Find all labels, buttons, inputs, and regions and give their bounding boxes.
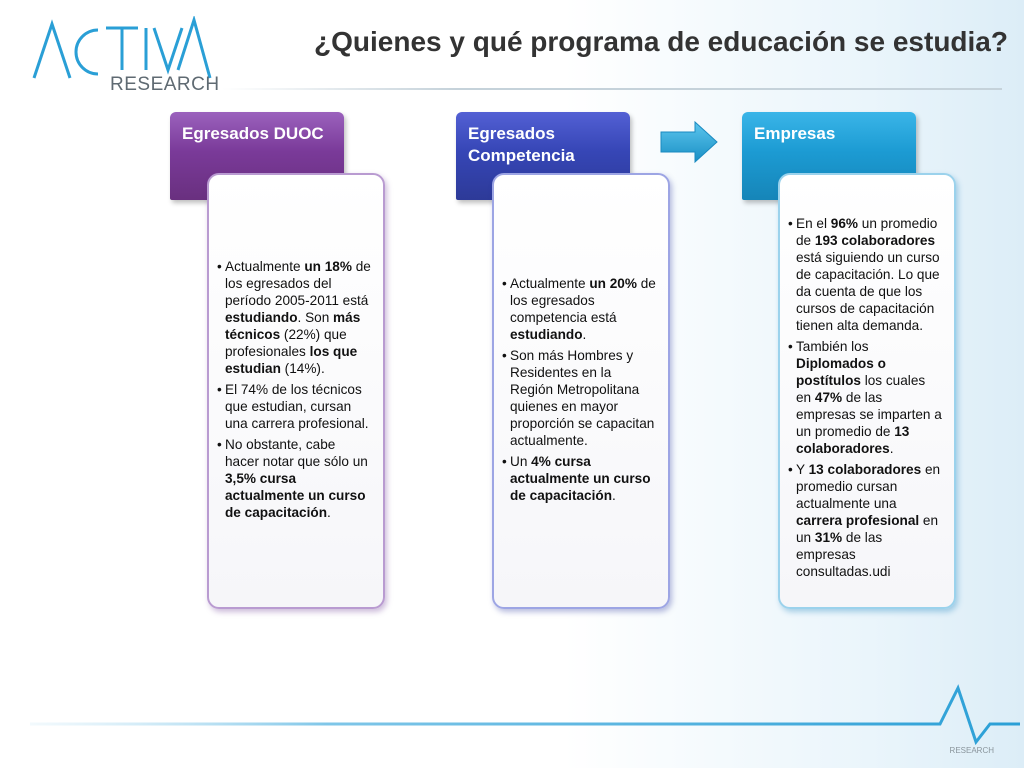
bullet-text: El 74% de los técnicos que estudian, cursan una carrera profesional. [225,381,369,431]
bullet-text: En el [796,216,831,231]
footer-wave-decoration [0,680,1024,768]
bullet-bold-text: 4% cursa actualmente un curso de capacitación [510,453,651,503]
bullet-text: . [889,441,894,456]
bullet-text: . [612,487,616,503]
bullet-text: . [327,504,331,520]
bullet-bold-text: estudiando [510,326,583,342]
bullet-text: También los [796,339,869,354]
bullet-bold-text: los que estudian [225,343,358,376]
bullet-bold-text: 13 colaboradores [808,462,922,477]
bullet-bold-text: un 18% [304,258,352,274]
bullet-bold-text: 96% [830,216,858,231]
bullet-item [217,258,373,377]
bullet-text: en un [796,513,939,545]
bullet-list-competencia [502,275,658,508]
bullet-bold-text: 13 colaboradores [796,424,910,456]
card-egresados-competencia [492,173,670,609]
bullet-list-empresas [788,215,944,584]
bullet-item [502,275,658,343]
bullet-text: Y [796,462,809,477]
bullet-text: . [582,326,587,342]
bullet-bold-text: Diplomados o postítulos [796,356,886,388]
bullet-item [502,347,658,449]
header-egresados-competencia: Egresados Competencia [456,112,630,200]
bullet-text: Actualmente [225,258,305,274]
bullet-text: Un [510,453,532,469]
header-empresas: Empresas [742,112,916,200]
logo-research-text: RESEARCH [110,74,220,95]
bullet-bold-text: 31% [814,530,843,545]
footer-research-text: RESEARCH [949,746,994,755]
bullet-text: un promedio de [796,216,938,248]
title-divider [222,88,1002,90]
bullet-bold-text: carrera profesional [796,513,920,528]
right-arrow-icon [659,120,719,164]
bullet-bold-text: 47% [814,390,843,405]
bullet-item [788,215,944,334]
bullet-bold-text: más técnicos [225,309,361,342]
bullet-list-duoc [217,258,373,525]
bullet-text: de los egresados del período 2005-2011 está [225,258,371,308]
header-egresados-duoc: Egresados DUOC [170,112,344,200]
bullet-item [217,381,373,432]
bullet-text: . Son [297,309,334,325]
bullet-bold-text: un 20% [589,275,637,291]
activa-logo [30,16,220,104]
bullet-text: No obstante, cabe hacer notar que sólo un [225,436,368,469]
bullet-text: está siguiendo un curso de capacitación. Lo que da cuenta de que los cursos de capacitación tienen alta demanda. [796,250,940,333]
bullet-bold-text: estudiando [225,309,298,325]
bullet-bold-text: 3,5% cursa actualmente un curso de capacitación [225,470,366,520]
bullet-text: Son más Hombres y Residentes en la Región Metropolitana quienes en mayor proporción se capacitan actualmente. [510,347,655,448]
card-egresados-duoc [207,173,385,609]
bullet-text: los cuales en [796,373,926,405]
bullet-text: Actualmente [510,275,590,291]
bullet-item [217,436,373,521]
bullet-item [788,338,944,457]
bullet-text: de las empresas se imparten a un promedio de [796,390,942,439]
bullet-item [788,461,944,580]
bullet-text: de las empresas consultadas.udi [796,530,891,579]
bullet-text: de los egresados competencia está [510,275,656,325]
card-empresas [778,173,956,609]
page-title: ¿Quienes y qué programa de educación se estudia? [314,26,1008,57]
bullet-text: (22%) que profesionales [225,326,347,359]
bullet-item [502,453,658,504]
bullet-text: en promedio cursan actualmente una [796,462,941,511]
bullet-bold-text: 193 colaboradores [814,233,936,248]
bullet-text: (14%). [280,360,325,376]
